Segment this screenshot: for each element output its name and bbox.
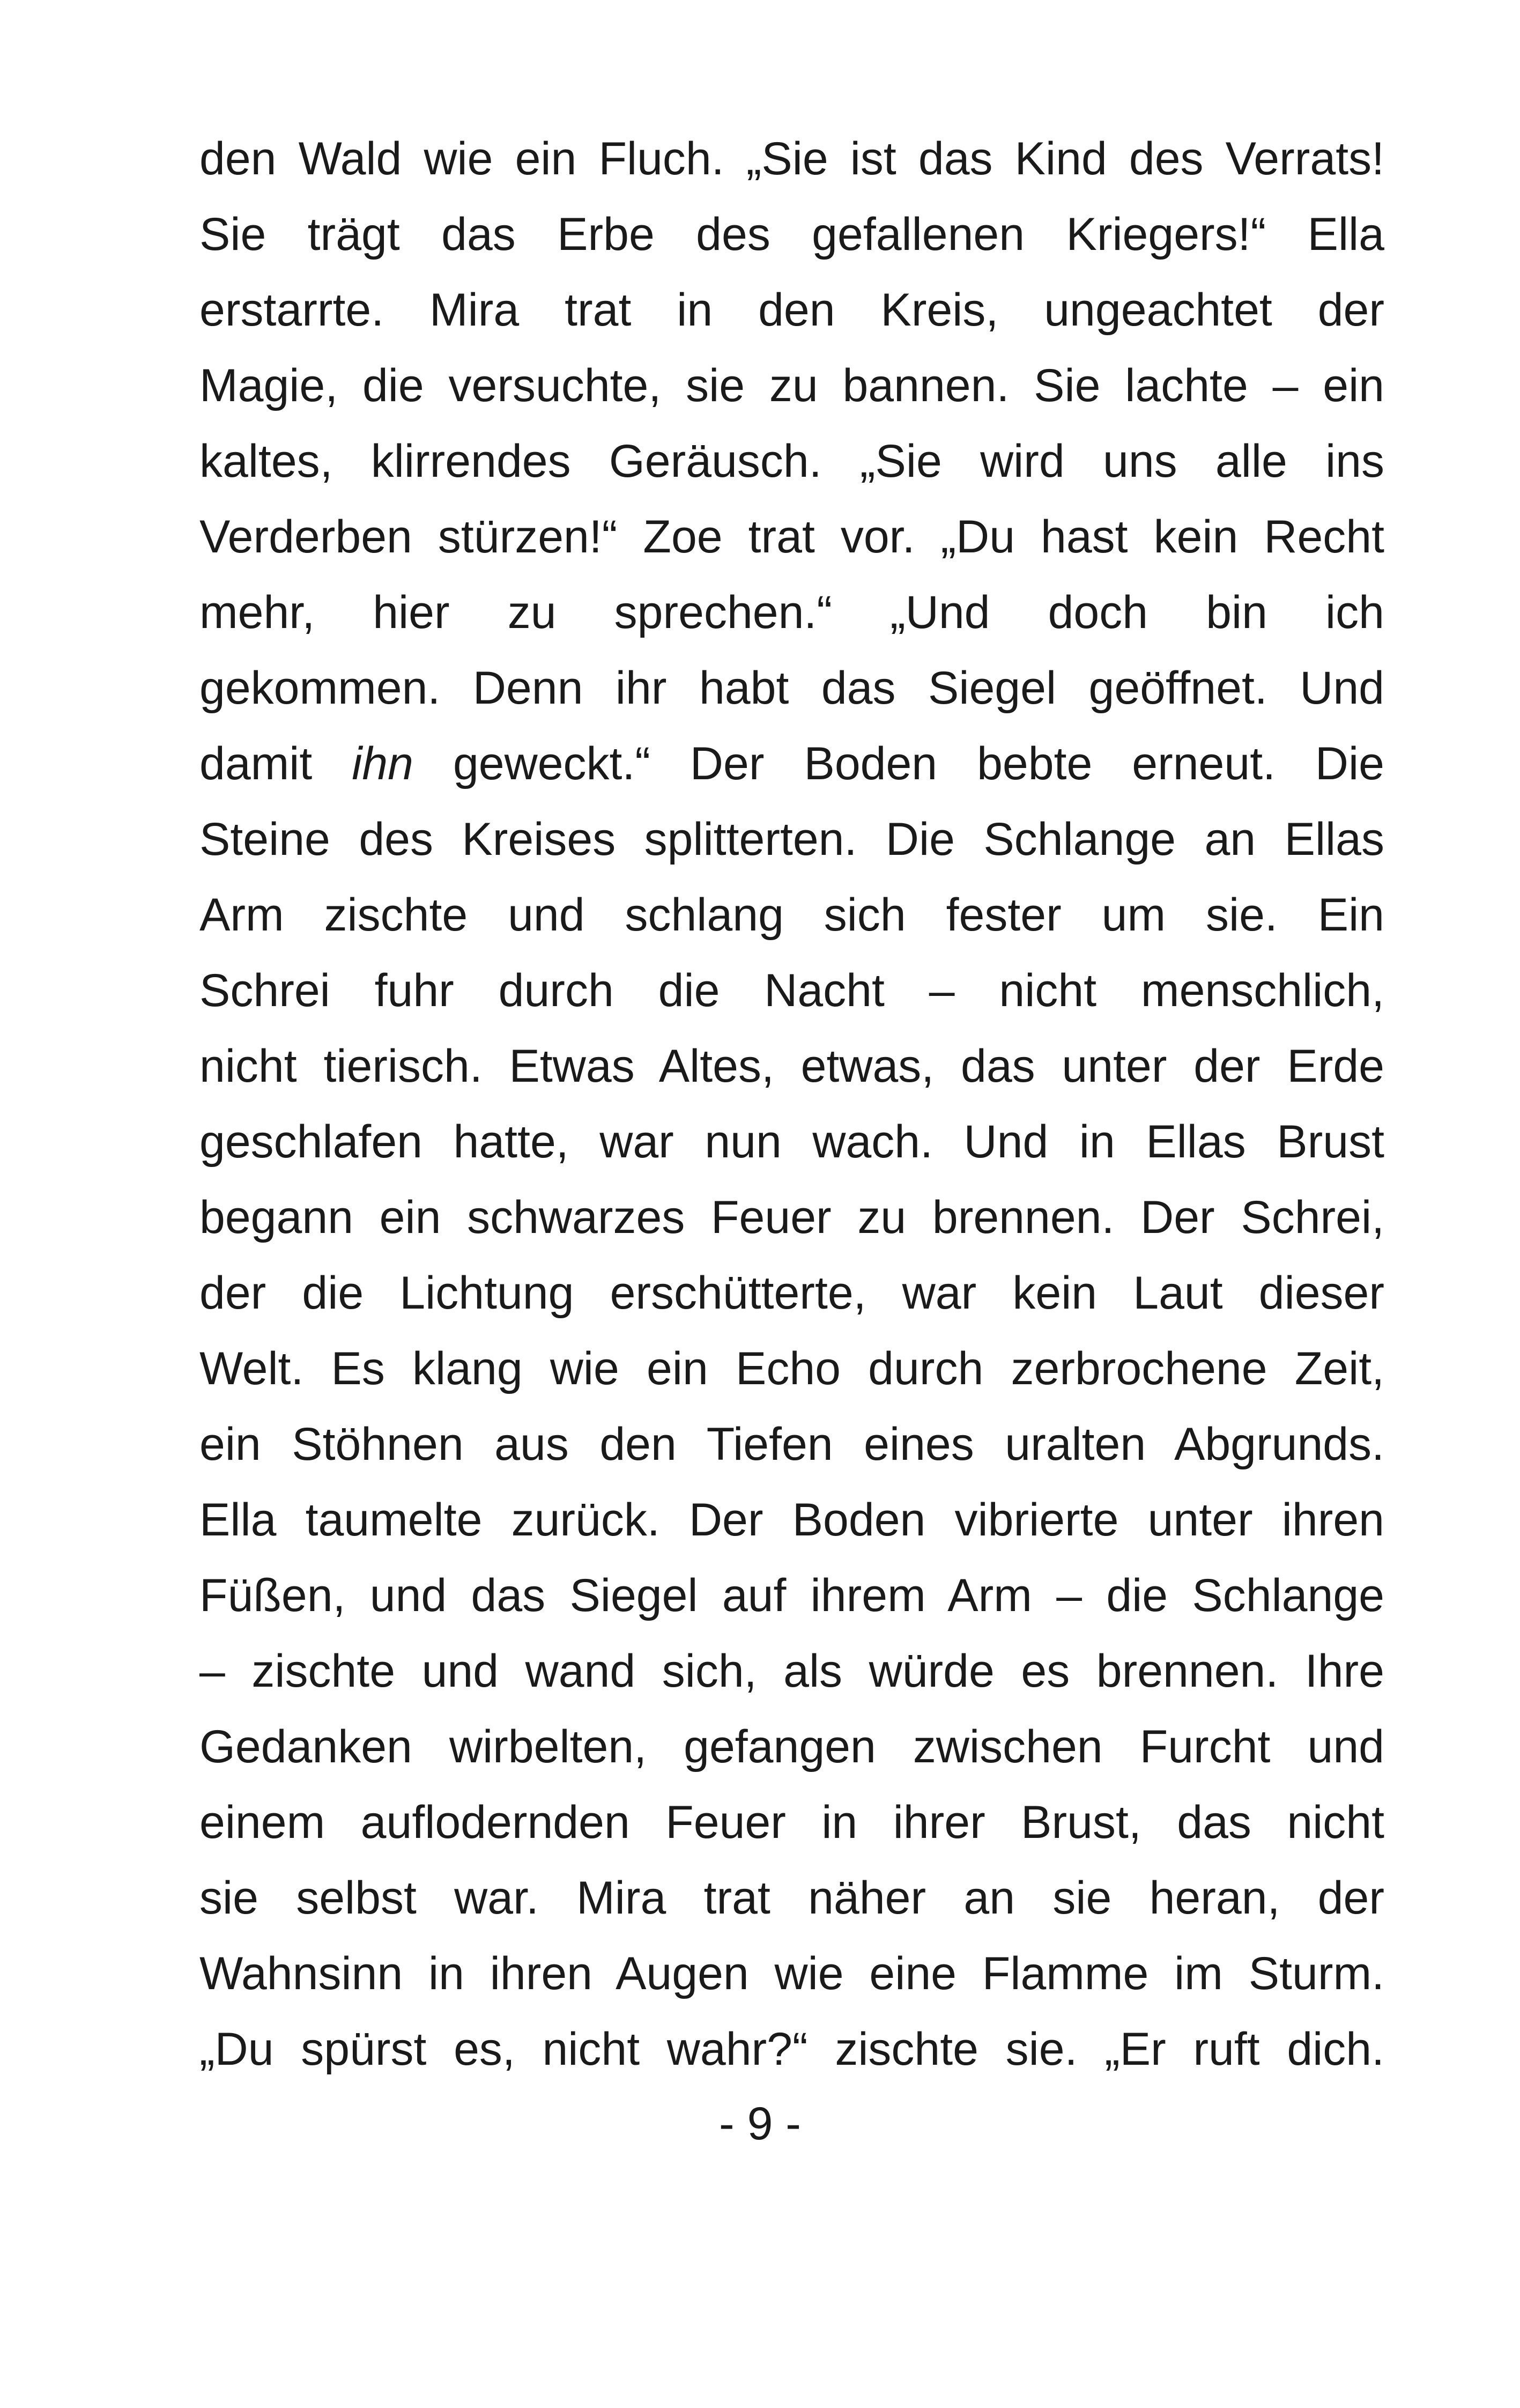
text-line: Welt. Es klang wie ein Echo durch zerbrochene Zeit, [199, 1343, 1384, 1394]
text-line: Gedanken wirbelten, gefangen zwischen Furcht und [199, 1721, 1384, 1772]
text-line: Verderben stürzen!“ Zoe trat vor. „Du hast kein Recht [199, 511, 1384, 563]
text-line: kaltes, klirrendes Geräusch. „Sie wird uns alle ins [199, 435, 1384, 487]
body-text [199, 121, 1384, 2087]
text-line: Sie trägt das Erbe des gefallenen Kriegers!“ Ella [199, 209, 1384, 260]
text-line: ein Stöhnen aus den Tiefen eines uralten Abgrunds. [199, 1419, 1384, 1470]
text-line: begann ein schwarzes Feuer zu brennen. Der Schrei, [199, 1192, 1384, 1243]
text-line: sie selbst war. Mira trat näher an sie heran, der [199, 1872, 1384, 1924]
text-line: Ella taumelte zurück. Der Boden vibrierte unter ihren [199, 1494, 1384, 1546]
text-line: Arm zischte und schlang sich fester um sie. Ein [199, 889, 1384, 941]
text-line: gekommen. Denn ihr habt das Siegel geöffnet. Und [199, 662, 1384, 714]
text-line: – zischte und wand sich, als würde es brennen. Ihre [199, 1645, 1384, 1697]
page-number: - 9 - [719, 2098, 801, 2150]
text-line: der die Lichtung erschütterte, war kein Laut dieser [199, 1267, 1384, 1319]
text-line: mehr, hier zu sprechen.“ „Und doch bin ich [199, 587, 1384, 638]
emphasis-word: ihn [352, 738, 414, 789]
text-line: einem auflodernden Feuer in ihrer Brust, das nicht [199, 1797, 1384, 1848]
text-line: Steine des Kreises splitterten. Die Schlange an Ellas [199, 814, 1384, 865]
text-line: den Wald wie ein Fluch. „Sie ist das Kind des Verrats! [199, 133, 1384, 184]
text-line: Magie, die versuchte, sie zu bannen. Sie lachte – ein [199, 360, 1384, 411]
text-line: erstarrte. Mira trat in den Kreis, ungeachtet der [199, 284, 1384, 336]
text-line: „Du spürst es, nicht wahr?“ zischte sie. „Er ruft dich. [199, 2023, 1384, 2075]
text-line: Füßen, und das Siegel auf ihrem Arm – die Schlange [199, 1570, 1384, 1621]
text-line: geschlafen hatte, war nun wach. Und in Ellas Brust [199, 1116, 1384, 1168]
text-line: Schrei fuhr durch die Nacht – nicht menschlich, [199, 965, 1384, 1016]
text-line: nicht tierisch. Etwas Altes, etwas, das unter der Erde [199, 1040, 1384, 1092]
text-line: Wahnsinn in ihren Augen wie eine Flamme im Sturm. [199, 1948, 1384, 1999]
text-line: damit ihn geweckt.“ Der Boden bebte erneut. Die [199, 738, 1384, 789]
